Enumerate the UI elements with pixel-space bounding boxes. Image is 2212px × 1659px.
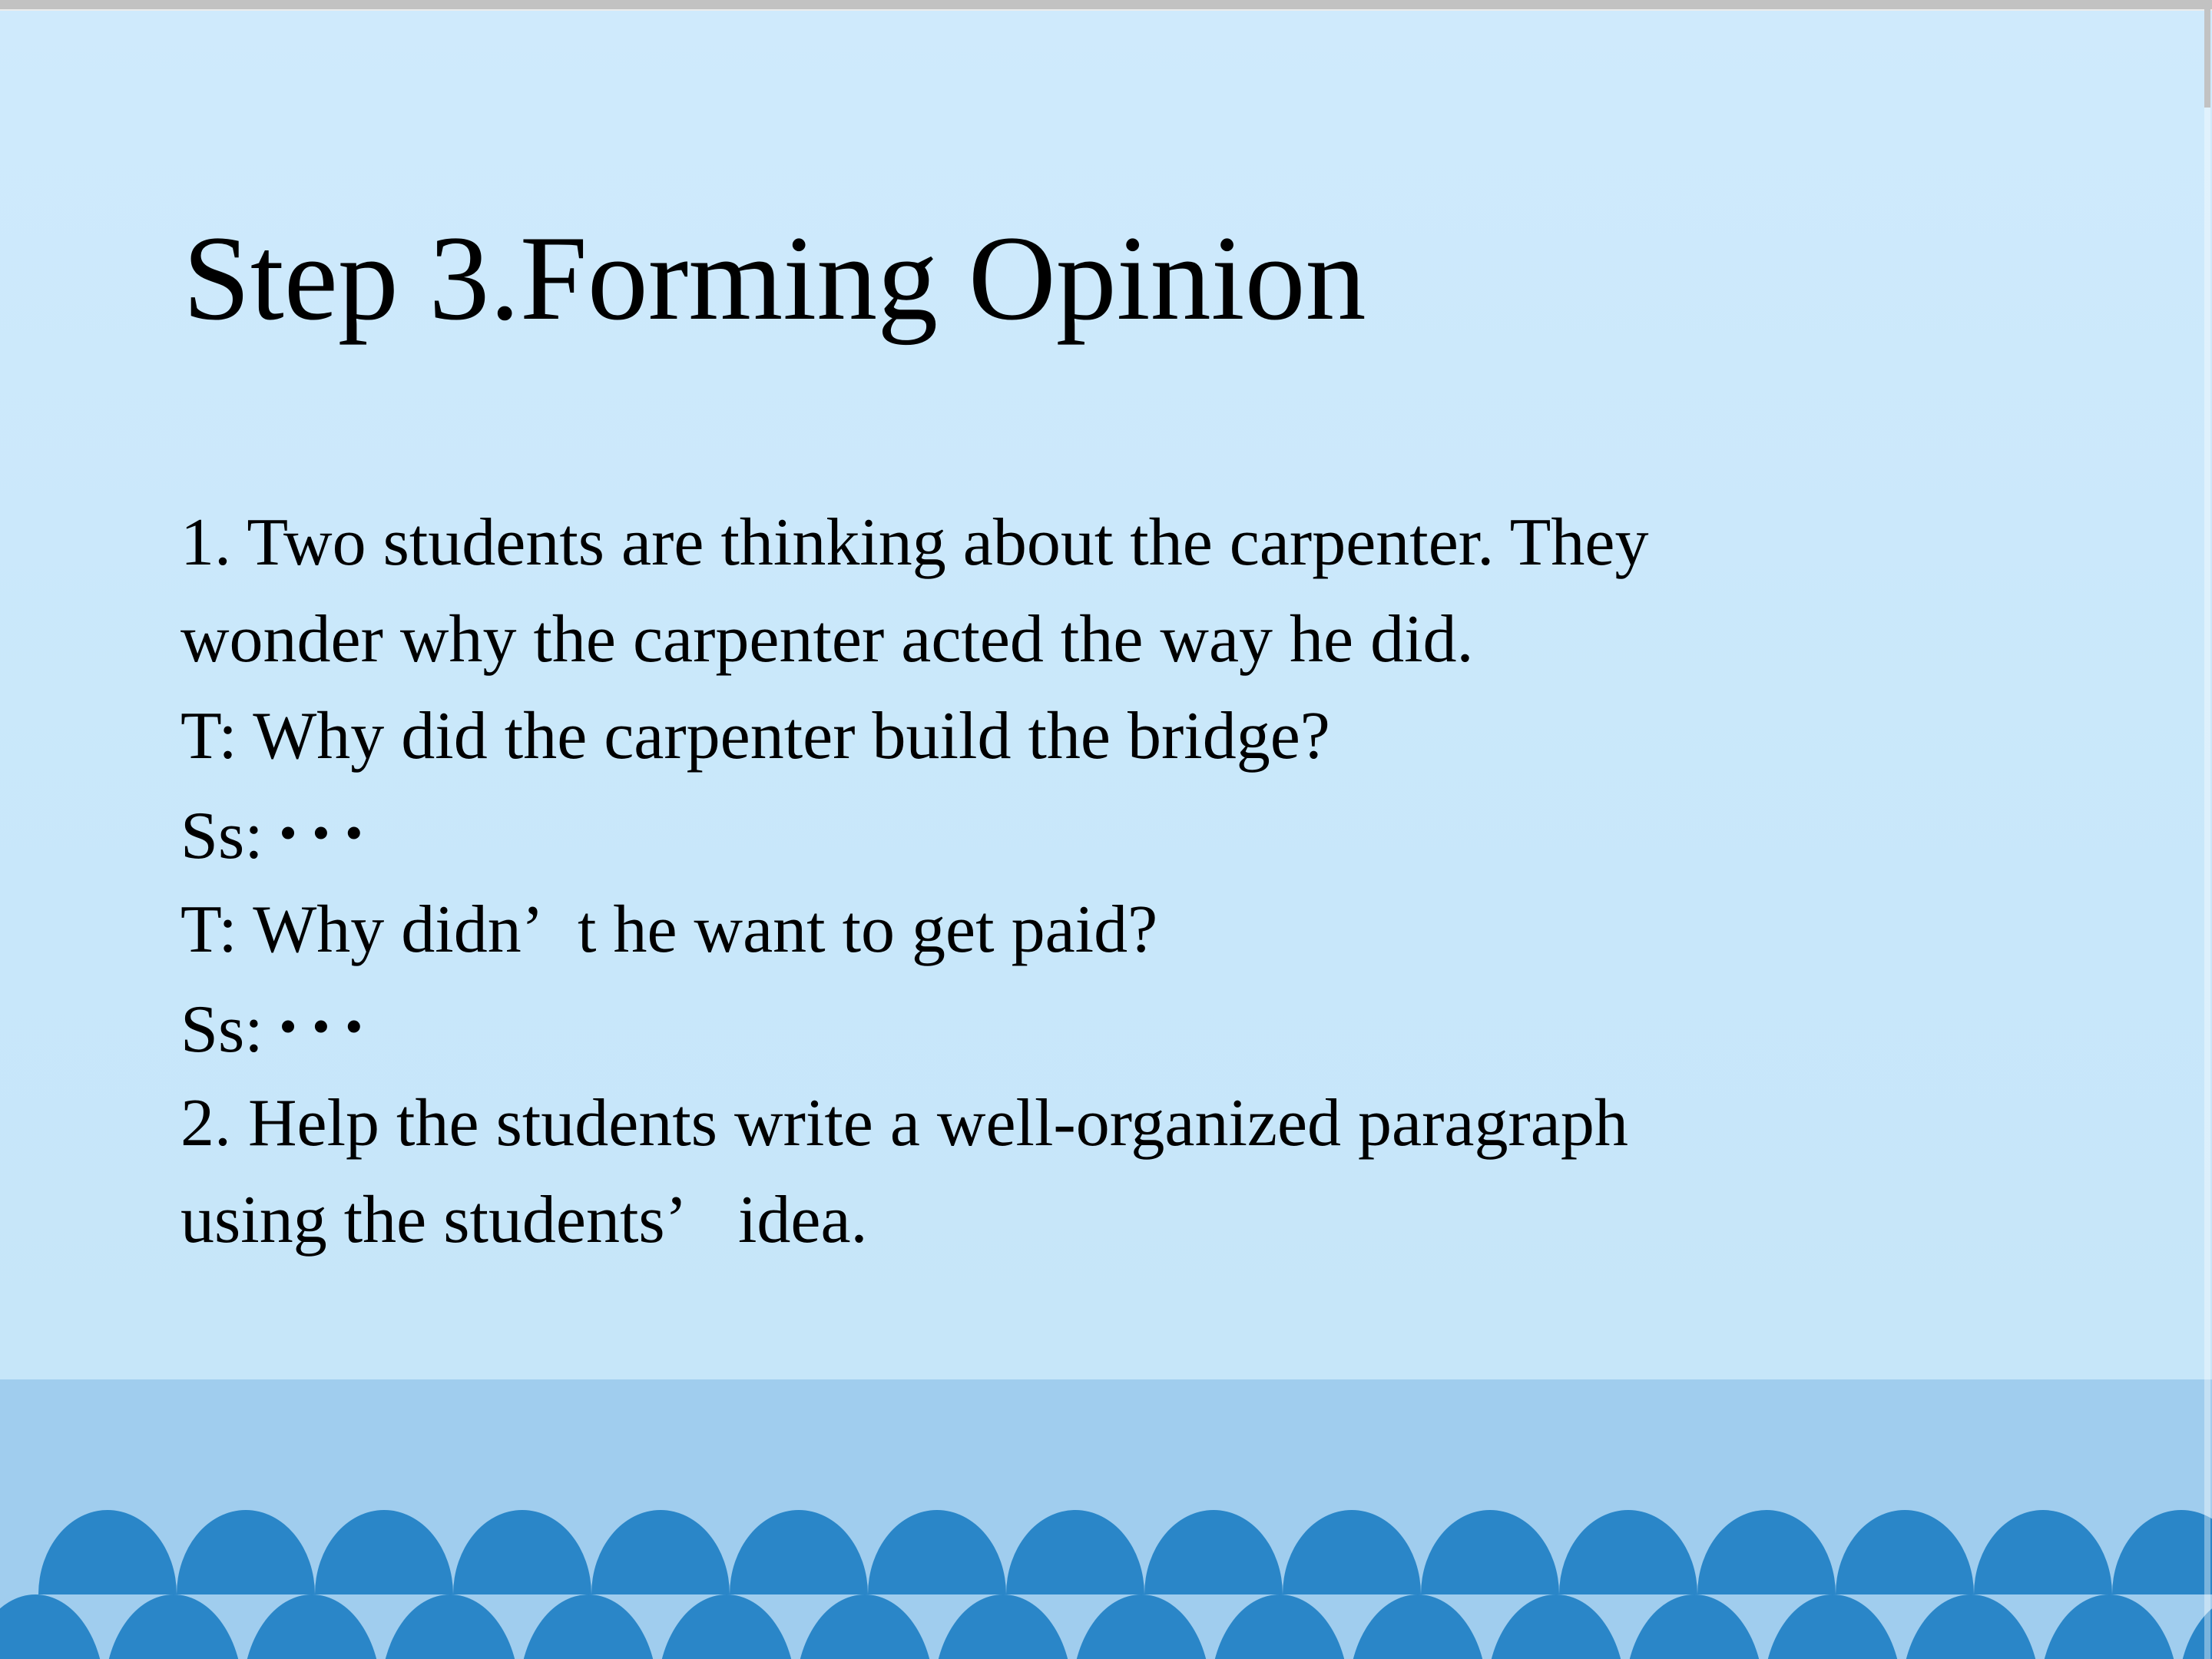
body-line: T: Why did the carpenter build the bridge? bbox=[180, 699, 1330, 773]
dome-shape bbox=[934, 1594, 1072, 1659]
ellipsis-dots: ··· bbox=[275, 791, 375, 875]
dome-shape bbox=[1763, 1594, 1902, 1659]
scrollbar-track[interactable] bbox=[2204, 0, 2210, 1659]
dome-shape bbox=[868, 1510, 1006, 1594]
dome-shape bbox=[2112, 1510, 2212, 1594]
scrollbar-thumb[interactable] bbox=[2204, 0, 2210, 108]
body-line: T: Why didn’ t he want to get paid? bbox=[180, 892, 1158, 967]
body-line: using the students’ idea. bbox=[180, 1183, 868, 1257]
dome-pattern-row bbox=[38, 1510, 2212, 1594]
dome-shape bbox=[1974, 1510, 2112, 1594]
dome-shape bbox=[1625, 1594, 1763, 1659]
dome-shape bbox=[1072, 1594, 1210, 1659]
footer-decoration-band bbox=[0, 1379, 2212, 1659]
dome-shape bbox=[1487, 1594, 1625, 1659]
dome-shape bbox=[1283, 1510, 1421, 1594]
presentation-slide bbox=[0, 11, 2212, 1659]
dome-shape bbox=[1349, 1594, 1487, 1659]
dome-shape bbox=[1210, 1594, 1349, 1659]
body-line: 1. Two students are thinking about the carpenter. They bbox=[180, 505, 1649, 580]
body-line-dialog bbox=[180, 979, 1648, 1075]
dome-shape bbox=[243, 1594, 381, 1659]
slide-body bbox=[180, 495, 1648, 1269]
ellipsis-dots: ··· bbox=[275, 985, 375, 1068]
dome-shape bbox=[2040, 1594, 2178, 1659]
dome-shape bbox=[453, 1510, 591, 1594]
dome-pattern-row bbox=[0, 1594, 2212, 1659]
dome-shape bbox=[796, 1594, 934, 1659]
dome-shape bbox=[0, 1594, 104, 1659]
body-line-dialog bbox=[180, 785, 1648, 882]
dome-shape bbox=[1697, 1510, 1836, 1594]
dome-shape bbox=[381, 1594, 519, 1659]
dome-shape bbox=[657, 1594, 796, 1659]
window-top-bar bbox=[0, 0, 2212, 11]
dome-shape bbox=[1902, 1594, 2040, 1659]
dome-shape bbox=[315, 1510, 453, 1594]
dome-shape bbox=[38, 1510, 177, 1594]
body-line: 2. Help the students write a well-organized paragraph bbox=[180, 1086, 1628, 1161]
speaker-label: Ss: bbox=[180, 799, 263, 873]
dome-shape bbox=[1421, 1510, 1559, 1594]
dome-shape bbox=[1006, 1510, 1144, 1594]
dome-shape bbox=[1836, 1510, 1974, 1594]
dome-shape bbox=[730, 1510, 868, 1594]
dome-shape bbox=[1559, 1510, 1697, 1594]
dome-shape bbox=[1144, 1510, 1283, 1594]
dome-shape bbox=[104, 1594, 243, 1659]
dome-shape bbox=[591, 1510, 730, 1594]
dome-shape bbox=[177, 1510, 315, 1594]
dome-shape bbox=[519, 1594, 657, 1659]
body-line: wonder why the carpenter acted the way he did. bbox=[180, 602, 1474, 677]
slide-title: Step 3.Forming Opinion bbox=[183, 211, 1366, 346]
speaker-label: Ss: bbox=[180, 992, 263, 1067]
